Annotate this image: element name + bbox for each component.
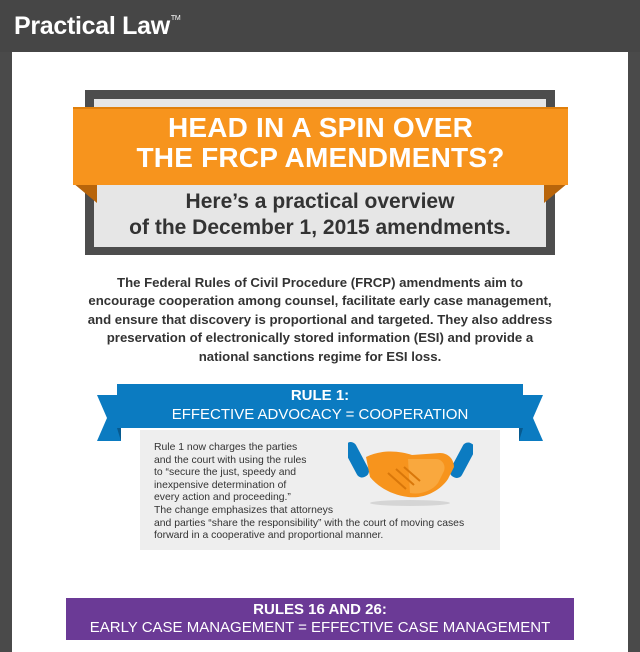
handshake-icon [348,437,473,507]
page-subheading [94,189,546,241]
intro-line: The Federal Rules of Civil Procedure (FRCP) amendments aim to [117,275,523,290]
rules16-26-title-line-2: EARLY CASE MANAGEMENT = EFFECTIVE CASE MANAGEMENT [89,619,551,636]
headline-line-1: HEAD IN A SPIN OVER [167,112,474,143]
practical-law-logo[interactable] [14,12,180,41]
intro-line: encourage cooperation among counsel, facilitate early case management, [88,293,552,309]
brand-name: Practical Law [14,12,170,40]
rule1-line: inexpensive determination of [154,479,287,491]
rule1-line: every action and proceeding.” [154,492,291,504]
page-headline [73,113,568,173]
rule1-line: and the court with using the rules [154,454,307,466]
rule1-line: to “secure the just, speedy and [154,467,297,479]
rule1-line: The change emphasizes that attorneys [154,504,334,516]
rule1-title-line-1: RULE 1: [290,387,350,404]
top-bar [0,0,640,52]
rules16-26-title-line-1: RULES 16 AND 26: [253,601,387,618]
rule1-line: and parties “share the responsibility” with the court of moving cases [154,517,465,529]
subhead-line-2: of the December 1, 2015 amendments. [129,216,511,239]
intro-line: preservation of electronically stored information (ESI) and provide a [106,330,534,346]
intro-paragraph [58,274,582,366]
banner-fold-right [544,183,568,205]
rule1-line: forward in a cooperative and proportional manner. [154,530,384,542]
subhead-line-1: Here’s a practical overview [185,190,455,213]
headline-line-2: THE FRCP AMENDMENTS? [136,142,505,173]
intro-line: national sanctions regime for ESI loss. [198,348,442,364]
rule1-title [117,386,523,424]
intro-line: and ensure that discovery is proportional and targeted. They also address [87,311,553,327]
trademark-mark: TM [170,15,181,22]
rule1-title-line-2: EFFECTIVE ADVOCACY = COOPERATION [171,406,469,423]
rule1-line: Rule 1 now charges the parties [154,442,298,453]
rules16-26-title [66,601,574,637]
